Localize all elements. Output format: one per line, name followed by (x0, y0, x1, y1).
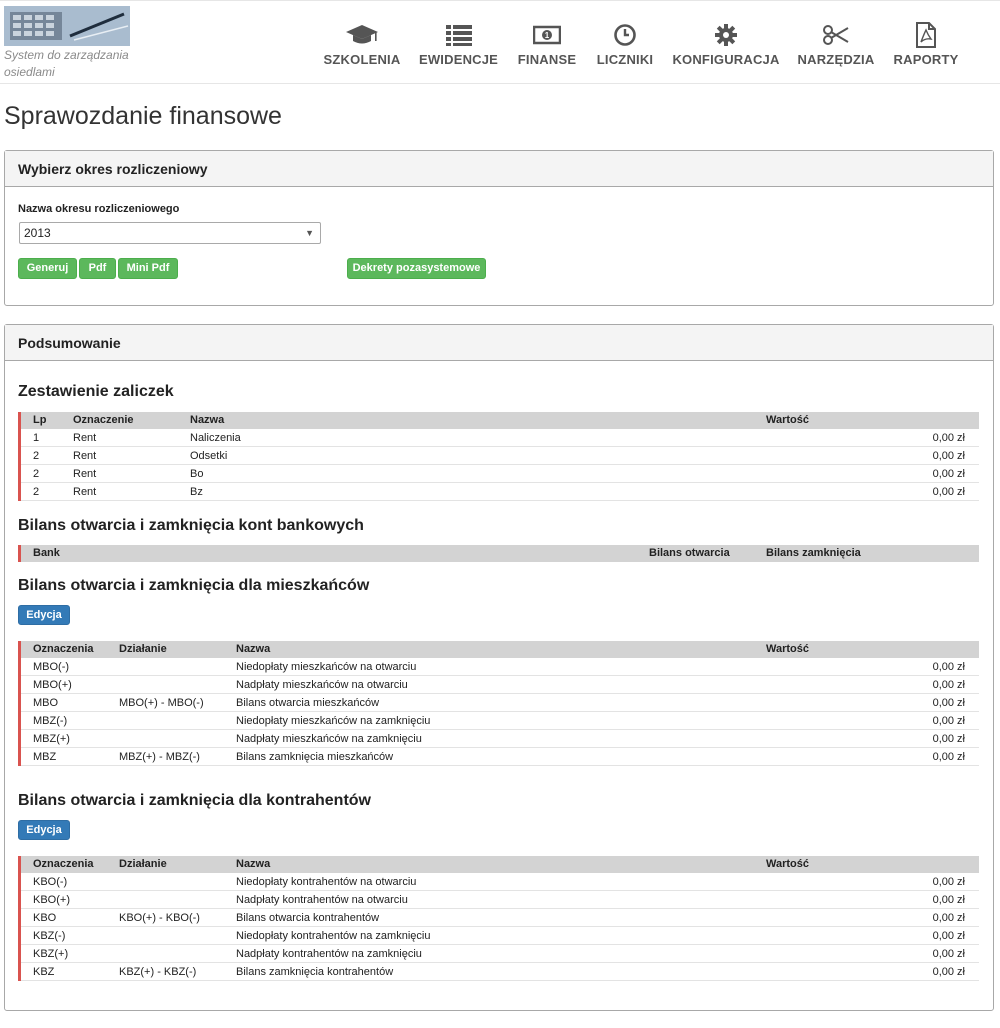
period-panel (4, 150, 994, 306)
period-panel-title: Wybierz okres rozliczeniowy (5, 151, 993, 187)
generate-button[interactable]: Generuj (18, 258, 77, 279)
table-row: MBZ(-) Niedopłaty mieszkańców na zamknięciu 0,00 zł (21, 712, 979, 730)
table-row: KBO KBO(+) - KBO(-) Bilans otwarcia kontrahentów 0,00 zł (21, 909, 979, 927)
table-row: MBO(-) Niedopłaty mieszkańców na otwarciu 0,00 zł (21, 658, 979, 676)
nav-konfiguracja[interactable]: KONFIGURACJA (675, 21, 777, 67)
pdf-file-icon (909, 21, 943, 49)
nav-ewidencje[interactable]: EWIDENCJE (421, 21, 496, 67)
clock-icon (608, 21, 642, 49)
advances-title: Zestawienie zaliczek (18, 383, 174, 400)
mini-pdf-button[interactable]: Mini Pdf (118, 258, 178, 279)
table-row: MBO(+) Nadpłaty mieszkańców na otwarciu 0,00 zł (21, 676, 979, 694)
table-header: Bank Bilans otwarcia Bilans zamknięcia (21, 545, 979, 562)
gear-icon (709, 21, 743, 49)
money-icon (530, 21, 564, 49)
residents-edit-button[interactable]: Edycja (18, 605, 70, 625)
list-icon (442, 21, 476, 49)
table-row: KBO(-) Niedopłaty kontrahentów na otwarciu 0,00 zł (21, 873, 979, 891)
graduation-cap-icon (345, 21, 379, 49)
table-header: Lp Oznaczenie Nazwa Wartość (21, 412, 979, 429)
nav-finanse[interactable]: 1 FINANSE (519, 21, 575, 67)
caret-down-icon: ▼ (305, 228, 314, 238)
summary-panel (4, 324, 994, 1011)
table-row: MBO MBO(+) - MBO(-) Bilans otwarcia mieszkańców 0,00 zł (21, 694, 979, 712)
logo[interactable] (4, 6, 130, 46)
nav-liczniki[interactable]: LICZNIKI (598, 21, 652, 67)
bank-title: Bilans otwarcia i zamknięcia kont bankowych (18, 517, 364, 534)
contractors-title: Bilans otwarcia i zamknięcia dla kontrahentów (18, 792, 371, 809)
table-row: MBZ(+) Nadpłaty mieszkańców na zamknięciu 0,00 zł (21, 730, 979, 748)
period-select-value: 2013 (24, 226, 51, 240)
table-row: KBO(+) Nadpłaty kontrahentów na otwarciu 0,00 zł (21, 891, 979, 909)
table-row: 1 Rent Naliczenia 0,00 zł (21, 429, 979, 447)
app-subtitle: System do zarządzania osiedlami (4, 48, 129, 79)
advances-table (18, 412, 979, 501)
decrees-button[interactable]: Dekrety pozasystemowe (347, 258, 486, 279)
top-navbar (0, 0, 1000, 84)
bank-table (18, 545, 979, 562)
summary-panel-title: Podsumowanie (5, 325, 993, 361)
residents-title: Bilans otwarcia i zamknięcia dla mieszkańców (18, 577, 370, 594)
svg-text:1: 1 (544, 31, 550, 40)
contractors-table (18, 856, 979, 981)
table-row: KBZ KBZ(+) - KBZ(-) Bilans zamknięcia kontrahentów 0,00 zł (21, 963, 979, 981)
table-row: KBZ(-) Niedopłaty kontrahentów na zamknięciu 0,00 zł (21, 927, 979, 945)
contractors-edit-button[interactable]: Edycja (18, 820, 70, 840)
pdf-button[interactable]: Pdf (79, 258, 116, 279)
page-title: Sprawozdanie finansowe (4, 102, 282, 130)
table-header: Oznaczenia Działanie Nazwa Wartość (21, 856, 979, 873)
scissors-icon (819, 21, 853, 49)
table-row: 2 Rent Bo 0,00 zł (21, 465, 979, 483)
period-select[interactable] (19, 222, 321, 244)
nav-szkolenia[interactable]: SZKOLENIA (326, 21, 398, 67)
nav-raporty[interactable]: RAPORTY (895, 21, 957, 67)
table-row: 2 Rent Bz 0,00 zł (21, 483, 979, 501)
nav-narzedzia[interactable]: NARZĘDZIA (800, 21, 872, 67)
table-row: 2 Rent Odsetki 0,00 zł (21, 447, 979, 465)
table-row: MBZ MBZ(+) - MBZ(-) Bilans zamknięcia mieszkańców 0,00 zł (21, 748, 979, 766)
table-row: KBZ(+) Nadpłaty kontrahentów na zamknięciu 0,00 zł (21, 945, 979, 963)
table-header: Oznaczenia Działanie Nazwa Wartość (21, 641, 979, 658)
residents-table (18, 641, 979, 766)
period-field-label: Nazwa okresu rozliczeniowego (18, 203, 180, 215)
